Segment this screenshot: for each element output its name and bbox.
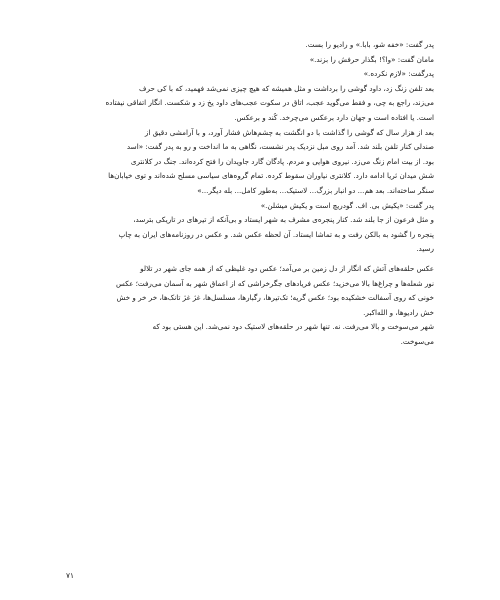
text-line: پدر گفت: «خفه شو، بابا.» و رادیو را بست.: [305, 40, 434, 49]
text-line: سنگر ساخته‌اند. بعد هم... دو انبار بزرگ... لاستیک... به‌طور کامل... بله دیگر...»: [197, 185, 434, 195]
text-line: و مثل فرعون از جا بلند شد. کنار پنجره‌ی مشرف به شهر ایستاد و بی‌آنکه از تیرهای در تاریکی بترسد،: [133, 215, 434, 225]
text-line: بود. از بیت امام زنگ می‌زد. نیروی هوایی و مردم. پادگان گارد جاویدان را فتح کرده‌اند. جنگ در کلانتری: [130, 156, 434, 166]
text-line: بعد از هزار سال که گوشی را گذاشت با دو انگشت به چشم‌هاش فشار آورد، و با آرامشی دقیق از: [144, 127, 434, 137]
text-line: شش میدان ثریا ادامه دارد. کلانتری نیاوران سقوط کرده. تمام گروه‌های سیاسی مسلح شده‌اند و توی خیابان‌ها: [108, 171, 434, 181]
text-line: عکس حلقه‌های آتش که انگار از دل زمین بر می‌آمد؛ عکس دود غلیظی که از همه جای شهر در تلالو: [140, 263, 434, 273]
text-line: بعد تلفن زنگ زد، داود گوشی را برداشت و مثل همیشه که هیچ چیزی نمی‌شد فهمید، که با کی حرف: [139, 83, 434, 93]
text-line: می‌سوخت.: [400, 336, 434, 346]
text-line: خونی که روی آسفالت خشکیده بود؛ عکس گریه؛ تک‌تیرها، رگبارها، مسلسل‌ها، غژ غژ تانک‌ها، خر خر و خش: [116, 293, 434, 303]
page-number: ۷۱: [66, 571, 75, 580]
text-line: است. یا افتاده است و جهان دارد برعکس می‌چرخد. کُند و برعکس.: [234, 112, 434, 122]
text-line: می‌زند، راجع به چی، و فقط می‌گوید عجب، اتاق در سکوت عجب‌های داود یخ زد و شکست. انگار اتفاقی نیفتاده: [105, 98, 434, 108]
text-line: خش رادیوها، و الله‌اکبر.: [363, 307, 434, 317]
text-line: پدر گفت: «یکیش بی. اف. گودریچ است و یکیش میشلن.»: [260, 200, 434, 210]
page-body-text: [72, 38, 434, 349]
text-line: شهر می‌سوخت و بالا می‌رفت. نه. تنها شهر در حلقه‌های لاستیک دود نمی‌شد. این هستی بود که: [152, 322, 434, 332]
text-line: پدرگفت: «لازم نکرده.»: [363, 69, 434, 79]
text-line: رسید.: [416, 244, 434, 254]
text-line: پنجره را گشود به بالکن رفت و به تماشا ایستاد. آن لحظه عکس شد. و عکس در روزنامه‌های ایران به چاپ: [118, 229, 434, 239]
text-line: صندلی کنار تلفن بلند شد. آمد روی مبل نزدیک پدر نشست، نگاهی به ما انداخت و رو به پدر گفت: «اسد: [126, 142, 434, 152]
text-line: نور شعله‌ها و چراغ‌ها بالا می‌خزید؛ عکس فریادهای جگرخراشی که از اعماق شهر به آسمان می‌رفت؛ عکس: [115, 278, 434, 288]
text-line: مامان گفت: «وا؟! بگذار حرفش را بزند.»: [309, 54, 434, 64]
